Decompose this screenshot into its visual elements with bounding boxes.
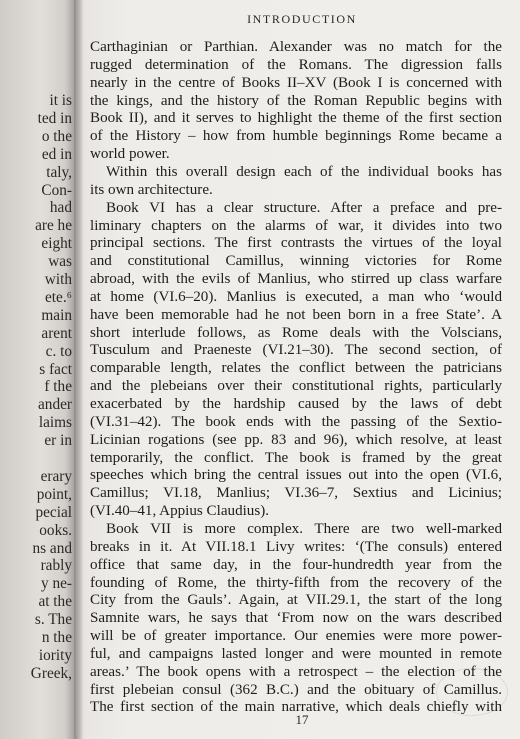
body-text-line: Licinian rogations (see pp. 83 and 96), which resolve, at least [90, 431, 502, 448]
left-page-line: taly, [46, 163, 72, 181]
body-text-line: principal sections. The first contrasts the virtues of the loyal [90, 235, 502, 252]
body-text-line: areas.’ The book opens with a retrospect – the election of the [90, 663, 502, 680]
body-text-line: the kings, and the history of the Roman Republic begins with [90, 92, 502, 109]
body-text-line: first plebeian consul (362 B.C.) and the obituary of Camillus. [90, 681, 502, 698]
body-text-line: short interlude follows, as Rome deals with the Volscians, [90, 324, 502, 341]
left-page-line: f the [44, 378, 72, 396]
body-text-line: Book VII is more complex. There are two well-marked [106, 520, 502, 537]
body-text-line: speeches which bring the central issues out into the open (VI.6, [90, 467, 502, 484]
left-page-line: er in [44, 432, 72, 450]
body-text-line: rugged determination of the Romans. The digression falls [90, 56, 502, 73]
body-text-line: office that same day, in the four-hundredth year from the [90, 556, 502, 573]
left-page-line: o the [41, 127, 72, 145]
left-page-line: arent [41, 324, 72, 342]
body-text-line: temporarily, the conflict. The book is framed by the great [90, 449, 502, 466]
left-page-line: ooks. [39, 521, 72, 539]
body-text-line: and the plebeians over their constitutional rights, particularly [90, 378, 502, 395]
body-text-line: comparable length, relates the conflict between the patricians [90, 360, 502, 377]
body-text-line: breaks in it. At VII.18.1 Livy writes: ‘(The consuls) entered [90, 538, 502, 555]
left-page [0, 0, 74, 739]
left-page-line: was [48, 253, 72, 271]
body-text-line: nearly in the centre of Books II–XV (Book I is concerned with [90, 74, 502, 91]
body-text-line: Carthaginian or Parthian. Alexander was no match for the [90, 39, 502, 55]
left-page-line: ted in [37, 109, 72, 127]
left-page-line: Greek, [30, 664, 72, 682]
running-head: INTRODUCTION [247, 12, 357, 26]
left-page-line: main [41, 306, 72, 324]
page-number: 17 [295, 712, 309, 727]
body-text-line: Book II), and it serves to highlight the theme of the first section [90, 110, 502, 127]
left-page-line: ed in [41, 145, 72, 163]
left-page-line: pecial [35, 503, 72, 521]
body-text-line: exacerbated by the hardship caused by the laws of debt [90, 396, 502, 412]
body-text-line: Tusculum and Praeneste (VI.21–30). The second section, of [90, 342, 502, 359]
body-text-line: Within this overall design each of the individual books has [106, 163, 502, 180]
left-page-line: rably [40, 557, 72, 575]
body-text-line: at home (VI.6–20). Manlius is executed, a man who ‘would [90, 288, 502, 305]
body-text-line: its own architecture. [90, 181, 213, 198]
body-text-line: ful, and campaigns lasted longer and were mounted in remote [90, 645, 502, 662]
body-text-line: abroad, with the evils of Manlius, who stirred up class warfare [90, 271, 502, 288]
left-page-line: ns and [32, 539, 72, 557]
left-page-line: with [44, 271, 72, 288]
left-page-line: s fact [39, 360, 72, 378]
left-page-line: c. to [45, 342, 72, 360]
left-page-line: laims [38, 414, 72, 432]
left-page-line: ander [38, 396, 72, 414]
left-page-line: it is [49, 92, 72, 109]
body-text-line: (VI.40–41, Appius Claudius). [90, 503, 270, 520]
left-page-line: are he [35, 217, 72, 235]
left-page-line: ete.⁶ [45, 288, 72, 306]
body-text-line: liminary chapters on the alarms of war, it divides into two [90, 217, 502, 234]
left-page-line: at the [38, 593, 72, 611]
left-page-line: n the [41, 629, 72, 646]
body-text-line: will be of greater importance. Our enemies were more power- [90, 628, 502, 645]
left-page-line: had [49, 199, 72, 217]
left-page-line: Con- [41, 181, 72, 199]
body-text-line: City from the Gauls’. Again, at VII.29.1, the start of the long [90, 592, 502, 609]
left-page-line: erary [40, 467, 72, 485]
body-text-line: Book VI has a clear structure. After a preface and pre- [106, 199, 502, 216]
right-page [84, 0, 520, 739]
left-page-line: y ne- [40, 575, 72, 593]
left-page-line: s. The [34, 611, 72, 629]
left-page-line: point, [36, 485, 72, 503]
left-page-line: iority [38, 646, 72, 664]
body-text-line: of the History – how from humble beginnings Rome became a [90, 128, 502, 145]
body-text-line: world power. [90, 146, 170, 163]
body-text-line: founding of Rome, the thirty-fifth from the recovery of the [90, 574, 502, 591]
body-text-line: and constitutional Camillus, winning victories for Rome [90, 253, 502, 270]
body-text-line: Camillus; VI.18, Manlius; VI.36–7, Sextius and Licinius; [90, 485, 502, 502]
body-text-line: (VI.31–42). The book ends with the passing of the Sextio- [90, 413, 502, 430]
book-gutter [74, 0, 84, 739]
body-text-line: The first section of the main narrative, which deals chiefly with [90, 699, 502, 716]
body-text-line: have been memorable had he not been born in a free State’. A [90, 306, 502, 323]
body-text-line: Samnite wars, he says that ‘From now on the wars described [90, 610, 502, 627]
left-page-line: eight [41, 235, 72, 253]
